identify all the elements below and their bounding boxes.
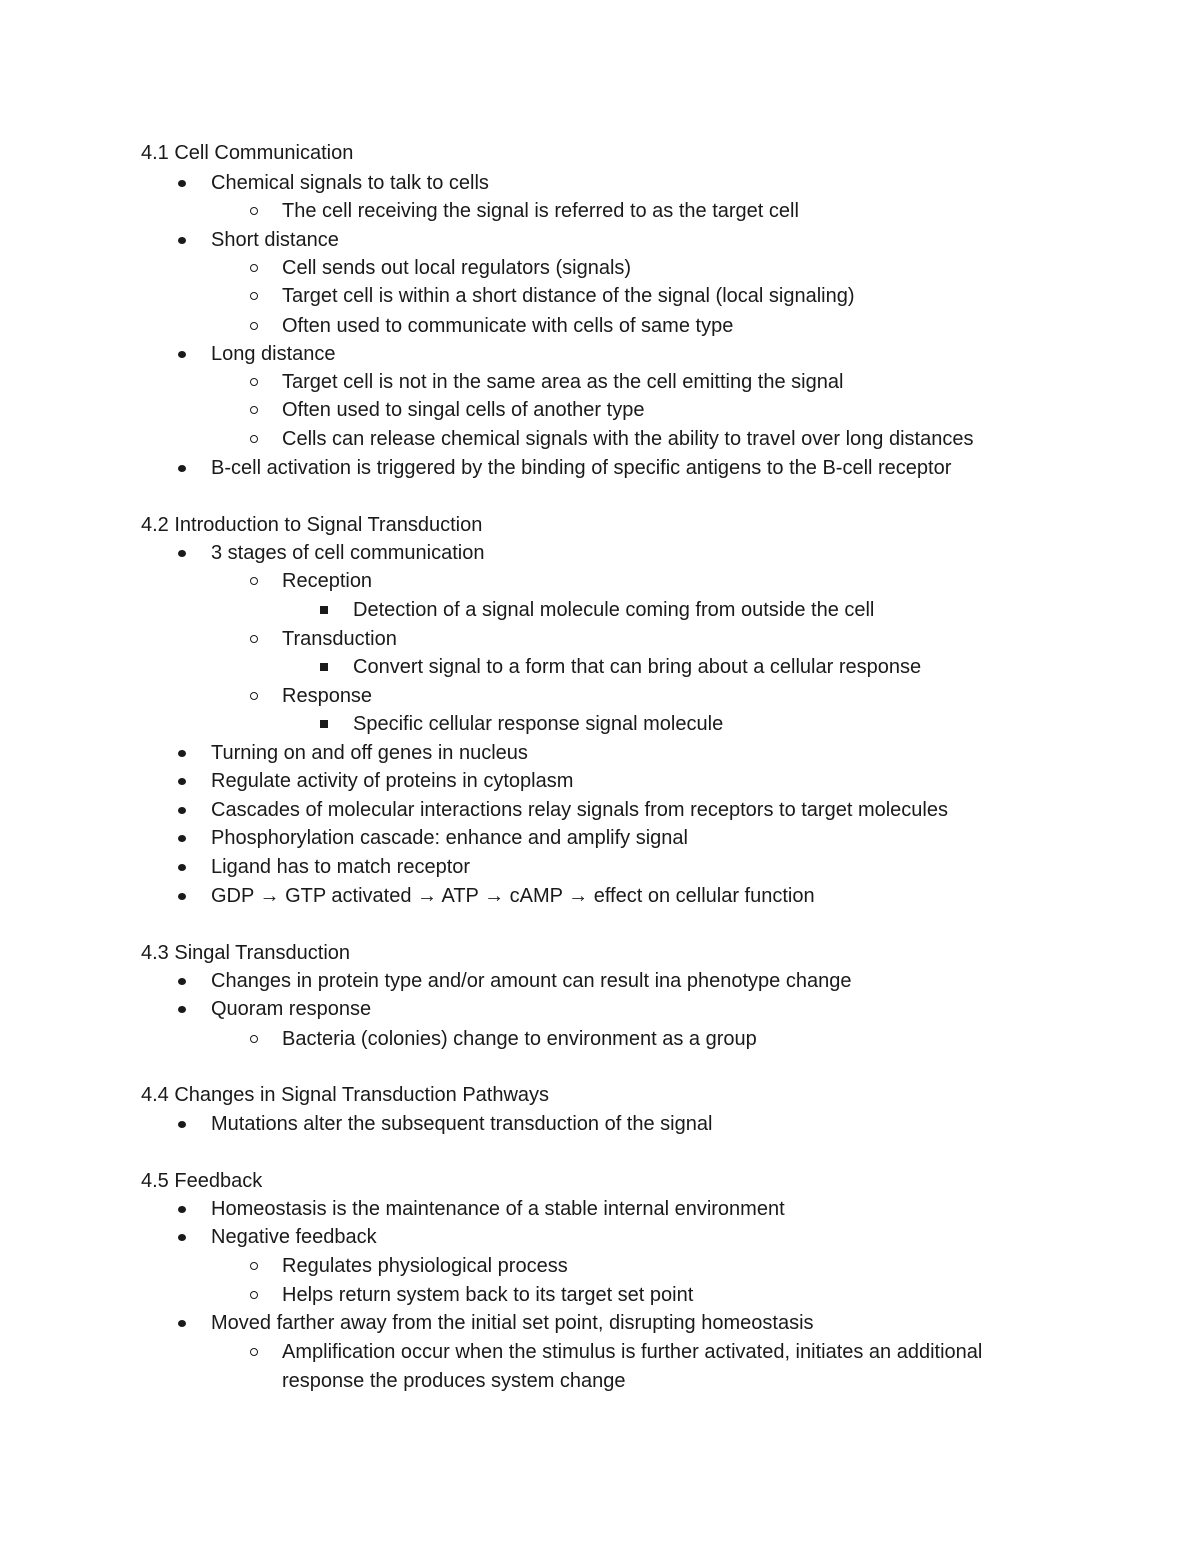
bullet-text: Negative feedback <box>211 1226 377 1248</box>
bullet-item <box>211 853 470 882</box>
filled-bullet-icon <box>178 465 186 472</box>
bullet-text: Cell sends out local regulators (signals) <box>282 257 632 279</box>
filled-bullet-icon <box>178 550 186 557</box>
filled-bullet-icon <box>178 978 186 985</box>
sub-bullet-item <box>282 1281 693 1310</box>
sub-bullet-item <box>282 1338 1062 1395</box>
bullet-text: Cascades of molecular interactions relay signals from receptors to target molecules <box>211 799 948 821</box>
bullet-text: Long distance <box>211 343 336 365</box>
sub-sub-bullet-item <box>353 596 874 625</box>
hollow-bullet-icon <box>250 378 258 386</box>
bullet-text: Amplification occur when the stimulus is further activated, initiates an additional response the produces system change <box>282 1341 983 1392</box>
bullet-item <box>211 995 371 1024</box>
bullet-text: Short distance <box>211 229 339 251</box>
filled-bullet-icon <box>178 1006 186 1013</box>
bullet-text: Response <box>282 685 373 707</box>
bullet-text: Regulate activity of proteins in cytoplasm <box>211 770 574 792</box>
filled-bullet-icon <box>178 237 186 244</box>
sub-bullet-item <box>282 197 799 226</box>
bullet-text: Convert signal to a form that can bring about a cellular response <box>353 656 922 678</box>
sub-bullet-item <box>282 396 644 425</box>
bullet-item <box>211 1195 785 1224</box>
sub-bullet-item <box>282 312 733 341</box>
bullet-text: Regulates physiological process <box>282 1255 568 1277</box>
bullet-text: Target cell is not in the same area as the cell emitting the signal <box>282 371 844 393</box>
bullet-item <box>211 226 339 255</box>
hollow-bullet-icon <box>250 1348 258 1356</box>
sub-bullet-item <box>282 368 843 397</box>
bullet-text: GDP → GTP activated → ATP → cAMP → effect on cellular function <box>211 885 815 907</box>
hollow-bullet-icon <box>250 406 258 414</box>
bullet-item <box>211 454 951 483</box>
section-heading-4-1: 4.1 Cell Communication <box>141 142 354 164</box>
hollow-bullet-icon <box>250 692 258 700</box>
section-heading-4-2: 4.2 Introduction to Signal Transduction <box>141 514 483 536</box>
hollow-bullet-icon <box>250 1035 258 1043</box>
bullet-text: Helps return system back to its target set point <box>282 1284 694 1306</box>
bullet-text: Cells can release chemical signals with the ability to travel over long distances <box>282 428 974 450</box>
bullet-text: Often used to singal cells of another type <box>282 399 645 421</box>
bullet-item <box>211 340 336 369</box>
sub-bullet-item <box>282 282 855 311</box>
sub-sub-bullet-item <box>353 710 723 739</box>
filled-bullet-icon <box>178 1234 186 1241</box>
hollow-bullet-icon <box>250 322 258 330</box>
filled-bullet-icon <box>178 750 186 757</box>
filled-bullet-icon <box>178 835 186 842</box>
bullet-text: 3 stages of cell communication <box>211 542 485 564</box>
bullet-text: Moved farther away from the initial set point, disrupting homeostasis <box>211 1312 814 1334</box>
sub-bullet-item <box>282 682 372 711</box>
bullet-item <box>211 1223 377 1252</box>
filled-bullet-icon <box>178 864 186 871</box>
filled-bullet-icon <box>178 180 186 187</box>
square-bullet-icon <box>320 720 328 728</box>
bullet-text: The cell receiving the signal is referred to as the target cell <box>282 200 799 222</box>
bullet-item <box>211 1110 712 1139</box>
hollow-bullet-icon <box>250 264 258 272</box>
hollow-bullet-icon <box>250 292 258 300</box>
sub-bullet-item <box>282 567 372 596</box>
hollow-bullet-icon <box>250 577 258 585</box>
bullet-item <box>211 739 528 768</box>
filled-bullet-icon <box>178 1121 186 1128</box>
sub-bullet-item <box>282 625 397 654</box>
section-heading-4-4: 4.4 Changes in Signal Transduction Pathways <box>141 1084 550 1106</box>
bullet-item <box>211 767 573 796</box>
bullet-item <box>211 169 489 198</box>
bullet-text: Turning on and off genes in nucleus <box>211 742 528 764</box>
bullet-item <box>211 796 948 825</box>
filled-bullet-icon <box>178 893 186 900</box>
bullet-text: Quoram response <box>211 998 372 1020</box>
filled-bullet-icon <box>178 351 186 358</box>
bullet-text: Mutations alter the subsequent transduction of the signal <box>211 1113 713 1135</box>
hollow-bullet-icon <box>250 1291 258 1299</box>
bullet-text: Target cell is within a short distance of the signal (local signaling) <box>282 285 855 307</box>
hollow-bullet-icon <box>250 207 258 215</box>
bullet-text: Homeostasis is the maintenance of a stable internal environment <box>211 1198 785 1220</box>
bullet-text: Often used to communicate with cells of same type <box>282 315 734 337</box>
bullet-item <box>211 539 484 568</box>
bullet-text: Chemical signals to talk to cells <box>211 172 489 194</box>
sub-bullet-item <box>282 425 973 454</box>
sub-bullet-item <box>282 254 631 283</box>
bullet-text: Changes in protein type and/or amount can result ina phenotype change <box>211 970 852 992</box>
bullet-text: Ligand has to match receptor <box>211 856 471 878</box>
sub-bullet-item <box>282 1252 568 1281</box>
bullet-item <box>211 824 688 853</box>
bullet-item <box>211 882 815 911</box>
filled-bullet-icon <box>178 1320 186 1327</box>
bullet-text: B-cell activation is triggered by the binding of specific antigens to the B-cell receptor <box>211 457 952 479</box>
square-bullet-icon <box>320 606 328 614</box>
section-heading-4-5: 4.5 Feedback <box>141 1170 263 1192</box>
section-heading-4-3: 4.3 Singal Transduction <box>141 942 351 964</box>
bullet-text: Bacteria (colonies) change to environment as a group <box>282 1028 757 1050</box>
bullet-text: Phosphorylation cascade: enhance and amplify signal <box>211 827 688 849</box>
bullet-text: Transduction <box>282 628 397 650</box>
filled-bullet-icon <box>178 1206 186 1213</box>
bullet-text: Specific cellular response signal molecule <box>353 713 724 735</box>
sub-bullet-item <box>282 1025 757 1054</box>
square-bullet-icon <box>320 663 328 671</box>
bullet-item <box>211 1309 814 1338</box>
filled-bullet-icon <box>178 778 186 785</box>
hollow-bullet-icon <box>250 635 258 643</box>
bullet-item <box>211 967 851 996</box>
sub-sub-bullet-item <box>353 653 921 682</box>
filled-bullet-icon <box>178 807 186 814</box>
bullet-text: Reception <box>282 570 373 592</box>
hollow-bullet-icon <box>250 435 258 443</box>
bullet-text: Detection of a signal molecule coming from outside the cell <box>353 599 875 621</box>
hollow-bullet-icon <box>250 1262 258 1270</box>
